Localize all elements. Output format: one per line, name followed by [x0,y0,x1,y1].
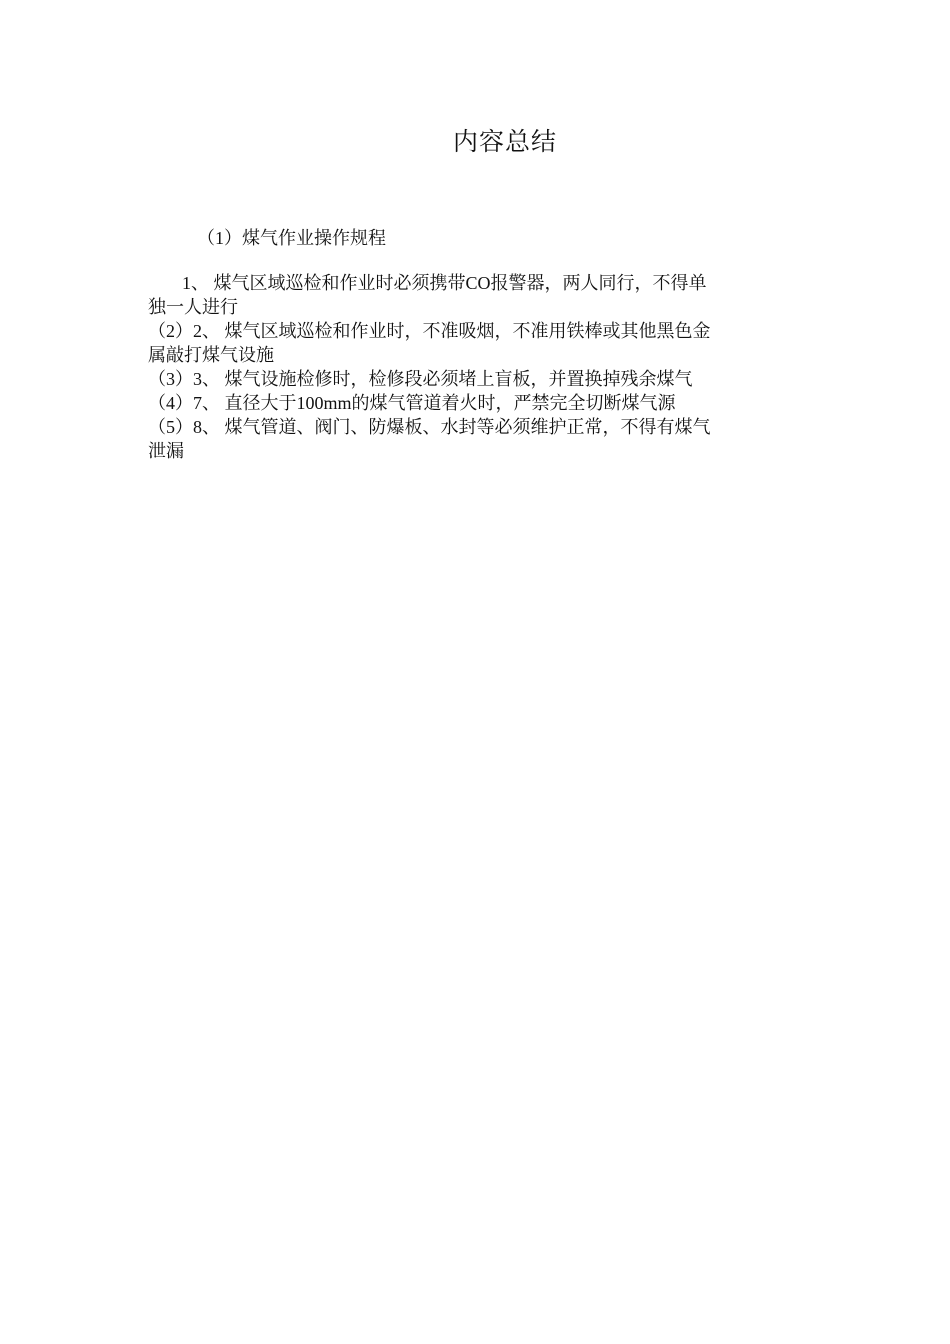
rule-line: 属敲打煤气设施 [148,345,274,365]
rule-line: （4）7、 直径大于100mm的煤气管道着火时，严禁完全切断煤气源 [148,393,676,413]
rule-line: （3）3、 煤气设施检修时，检修段必须堵上盲板，并置换掉残余煤气 [148,369,693,389]
rule-line: （5）8、 煤气管道、阀门、防爆板、水封等必须维护正常，不得有煤气 [148,417,711,437]
rules-body [148,271,808,463]
rule-line: 独一人进行 [148,297,238,317]
rule-line: 泄漏 [148,441,184,461]
rule-line: （2）2、 煤气区域巡检和作业时，不准吸烟，不准用铁棒或其他黑色金 [148,321,711,341]
section-heading: （1）煤气作业操作规程 [197,228,386,248]
page-title: 内容总结 [452,129,557,156]
rule-line: 1、 煤气区域巡检和作业时必须携带CO报警器，两人同行，不得单 [182,273,707,293]
